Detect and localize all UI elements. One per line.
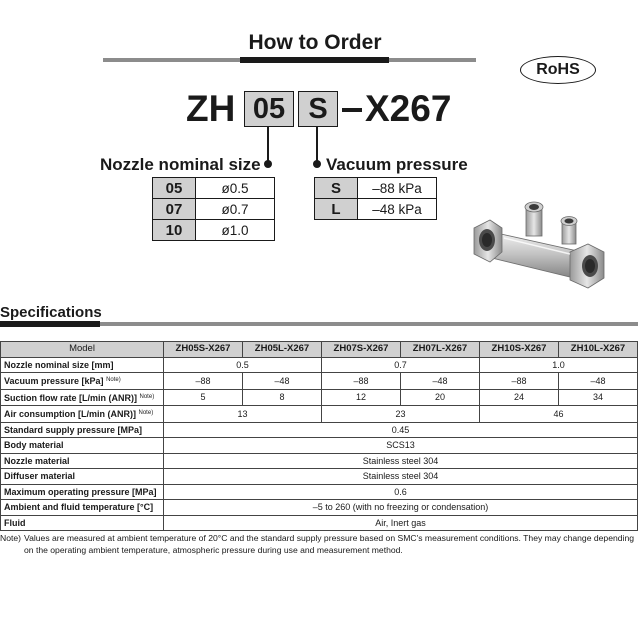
part-number-size-box: 05 — [244, 91, 294, 127]
table-cell: Stainless steel 304 — [164, 469, 638, 485]
table-cell: 12 — [322, 389, 401, 406]
specifications-table — [0, 341, 638, 531]
option-value: ø1.0 — [196, 220, 275, 241]
part-number-vacuum-box: S — [298, 91, 338, 127]
table-cell: –88 — [164, 373, 243, 390]
model-header-cell: ZH05L-X267 — [243, 342, 322, 358]
part-number-suffix: X267 — [365, 88, 452, 129]
nozzle-size-label: Nozzle nominal size — [100, 155, 261, 174]
model-header-cell: ZH07S-X267 — [322, 342, 401, 358]
table-cell: –88 — [322, 373, 401, 390]
option-code: 05 — [153, 178, 196, 199]
table-cell: –5 to 260 (with no freezing or condensation) — [164, 500, 638, 516]
row-label: Air consumption [L/min (ANR)] — [4, 409, 136, 419]
option-value: ø0.5 — [196, 178, 275, 199]
row-label-with-note — [1, 406, 164, 423]
table-row — [1, 357, 638, 373]
option-value: –48 kPa — [358, 199, 437, 220]
table-cell: –88 — [480, 373, 559, 390]
table-cell: 20 — [401, 389, 480, 406]
row-label: Body material — [1, 438, 164, 454]
spec-rule-accent — [0, 321, 100, 327]
table-cell: 0.6 — [164, 484, 638, 500]
row-label-with-note — [1, 373, 164, 390]
option-code: L — [315, 199, 358, 220]
table-cell: –48 — [559, 373, 638, 390]
table-row — [1, 422, 638, 438]
option-code: 07 — [153, 199, 196, 220]
table-cell: Stainless steel 304 — [164, 453, 638, 469]
row-label: Nozzle nominal size [mm] — [1, 357, 164, 373]
table-cell: 8 — [243, 389, 322, 406]
table-row — [1, 438, 638, 454]
size-leader-line — [267, 127, 269, 164]
vacuum-pressure-table — [314, 177, 437, 220]
table-cell: –48 — [243, 373, 322, 390]
table-cell: 13 — [164, 406, 322, 423]
table-cell: 34 — [559, 389, 638, 406]
table-cell: 0.7 — [322, 357, 480, 373]
option-code: S — [315, 178, 358, 199]
note-marker: Note) — [139, 393, 155, 400]
option-value: –88 kPa — [358, 178, 437, 199]
table-cell: 0.45 — [164, 422, 638, 438]
part-number-dash — [342, 108, 362, 112]
table-header-row — [1, 342, 638, 358]
option-row — [315, 199, 437, 220]
table-row — [1, 484, 638, 500]
row-label-with-note — [1, 389, 164, 406]
row-label: Nozzle material — [1, 453, 164, 469]
table-row — [1, 500, 638, 516]
title-rule-accent — [240, 57, 389, 63]
option-row — [315, 178, 437, 199]
model-header-cell: ZH10L-X267 — [559, 342, 638, 358]
table-cell: 46 — [480, 406, 638, 423]
model-header: Model — [1, 342, 164, 358]
rohs-badge: RoHS — [520, 56, 596, 84]
table-cell: Air, Inert gas — [164, 515, 638, 531]
option-value: ø0.7 — [196, 199, 275, 220]
footnote — [0, 532, 640, 556]
note-marker: Note) — [106, 377, 121, 383]
product-photo — [470, 198, 610, 294]
option-row — [153, 178, 275, 199]
row-label: Ambient and fluid temperature [°C] — [1, 500, 164, 516]
option-row — [153, 220, 275, 241]
table-row — [1, 406, 638, 423]
part-number-prefix: ZH — [186, 88, 236, 129]
model-header-cell: ZH05S-X267 — [164, 342, 243, 358]
footnote-label: Note) — [0, 533, 22, 543]
nozzle-size-table — [152, 177, 275, 241]
row-label: Maximum operating pressure [MPa] — [1, 484, 164, 500]
table-row — [1, 515, 638, 531]
row-label: Diffuser material — [1, 469, 164, 485]
table-row — [1, 373, 638, 390]
vacuum-pressure-label: Vacuum pressure — [326, 155, 468, 174]
model-header-cell: ZH07L-X267 — [401, 342, 480, 358]
table-cell: –48 — [401, 373, 480, 390]
row-label: Fluid — [1, 515, 164, 531]
size-leader-dot — [264, 160, 272, 168]
model-header-cell: ZH10S-X267 — [480, 342, 559, 358]
how-to-order-title: How to Order — [248, 31, 382, 54]
table-row — [1, 453, 638, 469]
note-marker: Note) — [138, 410, 154, 416]
row-label: Vacuum pressure [kPa] — [4, 376, 104, 386]
option-row — [153, 199, 275, 220]
specifications-title: Specifications — [0, 304, 102, 321]
table-cell: 0.5 — [164, 357, 322, 373]
vacuum-leader-dot — [313, 160, 321, 168]
table-cell: 24 — [480, 389, 559, 406]
row-label: Standard supply pressure [MPa] — [1, 422, 164, 438]
option-code: 10 — [153, 220, 196, 241]
table-row — [1, 469, 638, 485]
table-cell: 23 — [322, 406, 480, 423]
table-cell: 5 — [164, 389, 243, 406]
footnote-text: Values are measured at ambient temperature of 20°C and the standard supply pressure based on SMC's measurement conditions. They may change depending on the operating ambient temperature, atmospheric pressure during use and measurement method. — [24, 533, 635, 555]
table-cell: 1.0 — [480, 357, 638, 373]
row-label: Suction flow rate [L/min (ANR)] — [4, 392, 137, 403]
vacuum-leader-line — [316, 127, 318, 164]
table-row — [1, 389, 638, 406]
table-cell: SCS13 — [164, 438, 638, 454]
